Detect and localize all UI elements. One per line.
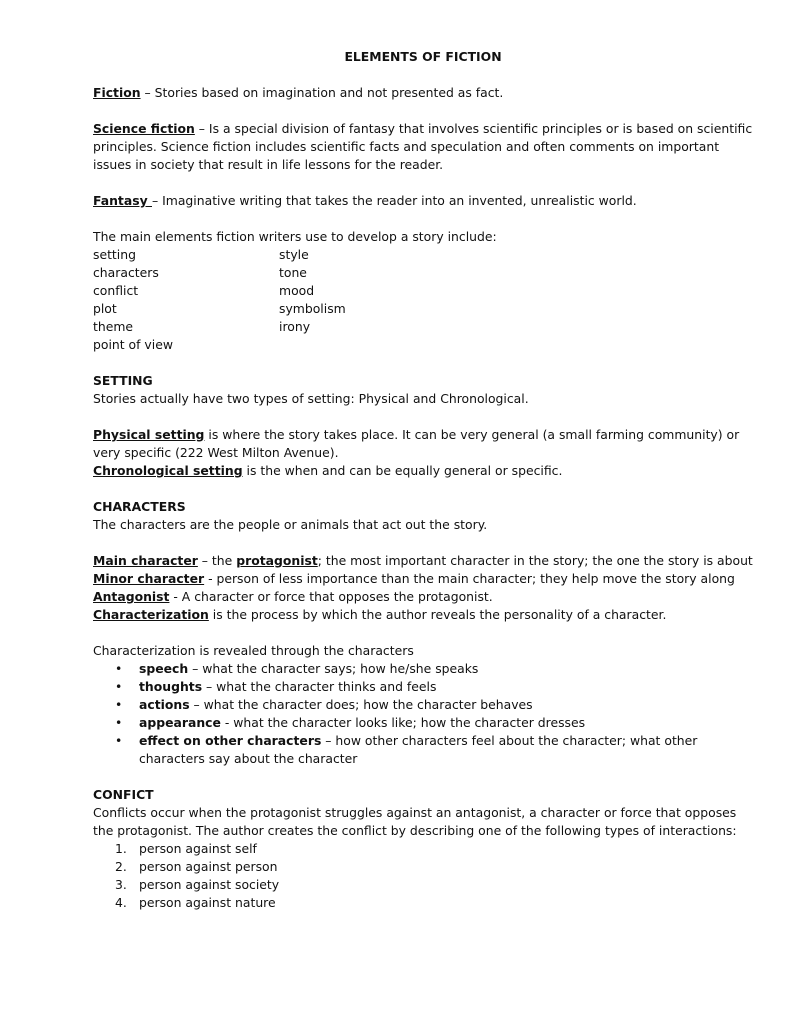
fiction-term: Fiction bbox=[93, 85, 141, 100]
elements-row bbox=[93, 264, 753, 282]
list-item-text: person against person bbox=[139, 859, 278, 874]
conflict-intro: Conflicts occur when the protagonist struggles against an antagonist, a character or force that opposes the protagonist. The author creates the conflict by describing one of the following types of interactions: bbox=[93, 805, 737, 838]
list-item bbox=[93, 678, 753, 696]
bullet-icon: • bbox=[115, 715, 123, 730]
list-item-text: – what the character does; how the character behaves bbox=[189, 697, 533, 712]
physical-setting-definition bbox=[93, 426, 753, 462]
characterization-text: is the process by which the author reveals the personality of a character. bbox=[208, 607, 667, 622]
list-item-text: person against self bbox=[139, 841, 257, 856]
element-item: characters bbox=[93, 265, 159, 280]
bullet-icon: • bbox=[115, 733, 123, 748]
list-item-term: effect on other characters bbox=[139, 733, 322, 748]
list-number: 2. bbox=[115, 859, 127, 874]
list-item-text: person against society bbox=[139, 877, 280, 892]
list-item bbox=[93, 858, 753, 876]
list-number: 3. bbox=[115, 877, 127, 892]
element-item: theme bbox=[93, 319, 134, 334]
minor-character-term: Minor character bbox=[93, 571, 205, 586]
list-item-text: - what the character looks like; how the character dresses bbox=[220, 715, 586, 730]
minor-character-definition bbox=[93, 570, 753, 588]
list-item-text: – what the character thinks and feels bbox=[202, 679, 437, 694]
elements-list bbox=[93, 246, 753, 354]
physical-setting-text: is where the story takes place. It can be very general (a small farming community) or very specific (222 West Milton Avenue). bbox=[93, 427, 740, 460]
document-page bbox=[93, 48, 753, 912]
elements-row bbox=[93, 300, 753, 318]
element-item: tone bbox=[279, 265, 307, 280]
list-item bbox=[93, 732, 753, 768]
element-item: conflict bbox=[93, 283, 139, 298]
list-item-text: – what the character says; how he/she speaks bbox=[188, 661, 479, 676]
bullet-icon: • bbox=[115, 697, 123, 712]
element-item: point of view bbox=[93, 337, 173, 352]
characterization-definition bbox=[93, 606, 753, 624]
list-item-text: – how other characters feel about the character; what other characters say about the character bbox=[139, 733, 698, 766]
main-character-term: Main character bbox=[93, 553, 198, 568]
element-item: plot bbox=[93, 301, 117, 316]
protagonist-term: protagonist bbox=[236, 553, 318, 568]
element-item-empty bbox=[279, 336, 479, 354]
list-item bbox=[93, 660, 753, 678]
list-item-term: actions bbox=[139, 697, 190, 712]
elements-row bbox=[93, 282, 753, 300]
chronological-setting-definition bbox=[93, 462, 753, 480]
main-character-mid: – the bbox=[197, 553, 237, 568]
list-number: 1. bbox=[115, 841, 127, 856]
characters-intro: The characters are the people or animals that act out the story. bbox=[93, 517, 488, 532]
bullet-icon: • bbox=[115, 679, 123, 694]
main-character-text: ; the most important character in the story; the one the story is about bbox=[317, 553, 753, 568]
fantasy-term: Fantasy bbox=[93, 193, 152, 208]
elements-intro: The main elements fiction writers use to develop a story include: bbox=[93, 229, 497, 244]
fiction-definition bbox=[93, 84, 753, 102]
antagonist-text: - A character or force that opposes the protagonist. bbox=[169, 589, 493, 604]
characterization-intro: Characterization is revealed through the characters bbox=[93, 643, 414, 658]
element-item: setting bbox=[93, 247, 136, 262]
page-title: ELEMENTS OF FICTION bbox=[344, 49, 502, 64]
list-item bbox=[93, 840, 753, 858]
science-fiction-definition bbox=[93, 120, 753, 174]
elements-row bbox=[93, 246, 753, 264]
list-item bbox=[93, 714, 753, 732]
setting-intro: Stories actually have two types of setting: Physical and Chronological. bbox=[93, 391, 529, 406]
list-item bbox=[93, 894, 753, 912]
elements-row bbox=[93, 318, 753, 336]
minor-character-text: - person of less importance than the main character; they help move the story along bbox=[204, 571, 735, 586]
fantasy-text: – Imaginative writing that takes the reader into an invented, unrealistic world. bbox=[151, 193, 637, 208]
setting-heading: SETTING bbox=[93, 373, 153, 388]
chronological-setting-text: is the when and can be equally general or specific. bbox=[242, 463, 563, 478]
fantasy-definition bbox=[93, 192, 753, 210]
list-item bbox=[93, 696, 753, 714]
element-item: irony bbox=[279, 319, 311, 334]
elements-row bbox=[93, 336, 753, 354]
list-item-text: person against nature bbox=[139, 895, 276, 910]
element-item: symbolism bbox=[279, 301, 346, 316]
fiction-text: – Stories based on imagination and not presented as fact. bbox=[140, 85, 504, 100]
characterization-term: Characterization bbox=[93, 607, 209, 622]
chronological-setting-term: Chronological setting bbox=[93, 463, 243, 478]
antagonist-definition bbox=[93, 588, 753, 606]
characterization-list bbox=[93, 660, 753, 768]
list-item-term: appearance bbox=[139, 715, 221, 730]
antagonist-term: Antagonist bbox=[93, 589, 170, 604]
main-character-definition bbox=[93, 552, 753, 570]
list-item-term: speech bbox=[139, 661, 189, 676]
list-number: 4. bbox=[115, 895, 127, 910]
characters-heading: CHARACTERS bbox=[93, 499, 186, 514]
science-fiction-term: Science fiction bbox=[93, 121, 195, 136]
conflict-types-list bbox=[93, 840, 753, 912]
bullet-icon: • bbox=[115, 661, 123, 676]
list-item bbox=[93, 876, 753, 894]
element-item: style bbox=[279, 247, 309, 262]
physical-setting-term: Physical setting bbox=[93, 427, 205, 442]
conflict-heading: CONFICT bbox=[93, 787, 154, 802]
science-fiction-text: – Is a special division of fantasy that involves scientific principles or is based on scientific principles. Science fiction includes scientific facts and speculation and often comments on important issues in society that result in life lessons for the reader. bbox=[93, 121, 753, 172]
element-item: mood bbox=[279, 283, 315, 298]
list-item-term: thoughts bbox=[139, 679, 203, 694]
